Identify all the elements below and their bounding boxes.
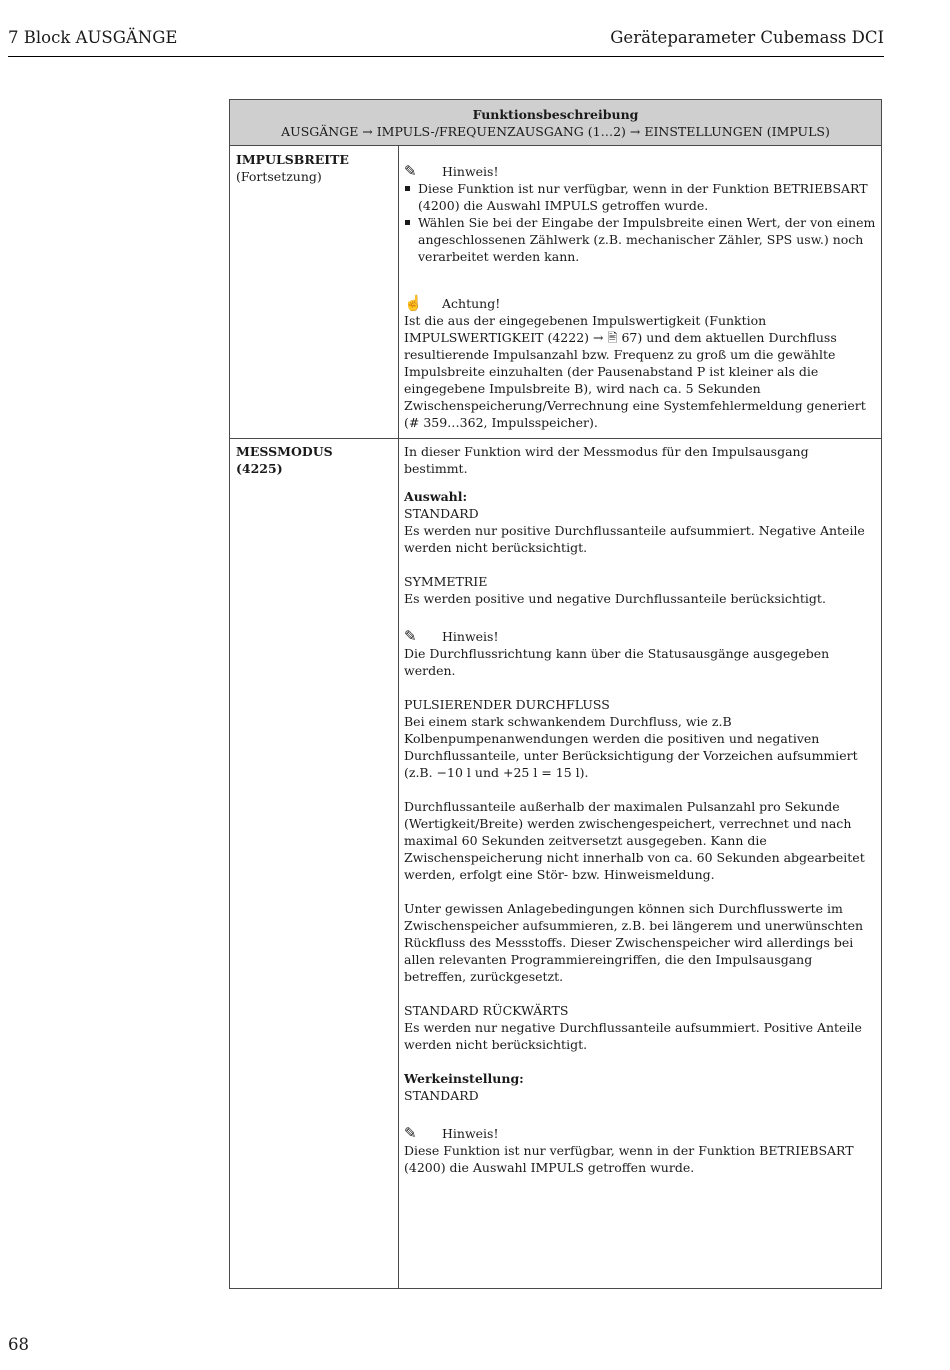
option-rueckwaerts-name: STANDARD RÜCKWÄRTS (404, 1003, 569, 1018)
row2-note-title: Hinweis! (442, 629, 499, 644)
row2-final-note-heading (404, 1125, 876, 1142)
option-pulsierend-name: PULSIERENDER DURCHFLUSS (404, 697, 610, 712)
selection-heading: Auswahl: (404, 489, 468, 504)
list-item: Diese Funktion ist nur verfügbar, wenn in der Funktion BETRIEBSART (4200) die Auswahl IMPULS getroffen wurde. (404, 180, 876, 214)
row2-intro: In dieser Funktion wird der Messmodus für den Impulsausgang bestimmt. (404, 444, 809, 476)
row1-caution-text: Ist die aus der eingegebenen Impulswertigkeit (Funktion IMPULSWERTIGKEIT (4222) → 🖹 67) und dem aktuellen Durchfluss resultierende Impulsanzahl bzw. Frequenz zu groß um die gewählte Impulsbreite einzuhalten (der Pausenabstand P ist kleiner als die eingegebene Impulsbreite B), wird nach ca. 5 Sekunden Zwischenspeicherung/Verrechnung eine Systemfehlermeldung generiert (# 359…362, Impulsspeicher). (404, 313, 866, 430)
row2-note-text: Die Durchflussrichtung kann über die Statusausgänge ausgegeben werden. (404, 646, 830, 678)
option-symmetrie-name: SYMMETRIE (404, 574, 488, 589)
option-pulsierend-text: Bei einem stark schwankendem Durchfluss, wie z.B Kolbenpumpenanwendungen werden die positiven und negativen Durchflussanteile, unter Berücksichtigung der Vorzeichen aufsummiert (z.B. −10 l und +25 l = 15 l). (404, 714, 858, 780)
option-rueckwaerts-text: Es werden nur negative Durchflussanteile aufsummiert. Positive Anteile werden nicht berücksichtigt. (404, 1020, 862, 1052)
row1-caution-heading (404, 295, 876, 312)
table-header-title: Funktionsbeschreibung (472, 107, 639, 122)
factory-setting-heading: Werkeinstellung: (404, 1071, 524, 1086)
option-pulsierend-para2: Durchflussanteile außerhalb der maximalen Pulsanzahl pro Sekunde (Wertigkeit/Breite) werden zwischengespeichert, verrechnet und nach maximal 60 Sekunden zeitversetzt ausgegeben. Kann die Zwischenspeicherung nicht innerhalb von ca. 60 Sekunden abgearbeitet werden, erfolgt eine Stör- bzw. Hinweismeldung. (404, 799, 865, 882)
pencil-note-icon: ✎ (404, 1124, 417, 1142)
row2-final-note-text: Diese Funktion ist nur verfügbar, wenn in der Funktion BETRIEBSART (4200) die Auswahl IMPULS getroffen wurde. (404, 1143, 854, 1175)
function-table (229, 99, 882, 1289)
row2-label (236, 443, 333, 477)
row1-function-name: IMPULSBREITE (236, 152, 349, 167)
header-chapter: 7 Block AUSGÄNGE (8, 28, 178, 47)
row1-sublabel: (Fortsetzung) (236, 169, 322, 184)
option-standard-name: STANDARD (404, 506, 479, 521)
table-header-path: AUSGÄNGE → IMPULS-/FREQUENZAUSGANG (1…2) → EINSTELLUNGEN (IMPULS) (281, 124, 830, 139)
header-rule (8, 56, 884, 57)
row2-function-code: (4225) (236, 461, 283, 476)
list-item: Wählen Sie bei der Eingabe der Impulsbreite einen Wert, der von einem angeschlossenen Zählwerk (z.B. mechanischer Zähler, SPS usw.) noch verarbeitet werden kann. (404, 214, 876, 265)
row1-note-title: Hinweis! (442, 164, 499, 179)
option-pulsierend-para3: Unter gewissen Anlagebedingungen können sich Durchflusswerte im Zwischenspeicher aufsummieren, z.B. bei längerem und unerwünschten Rückfluss des Messstoffs. Dieser Zwischenspeicher wird allerdings bei allen relevanten Programmiereingriffen, die den Impulsausgang betreffen, zurückgesetzt. (404, 901, 864, 984)
row2-note-heading (404, 628, 876, 645)
row2-final-note-title: Hinweis! (442, 1126, 499, 1141)
hand-caution-icon: ☝ (404, 294, 423, 312)
header-title: Geräteparameter Cubemass DCI (610, 28, 884, 47)
pencil-note-icon: ✎ (404, 162, 417, 180)
column-divider (398, 146, 399, 1288)
row2-description (404, 443, 876, 1176)
option-symmetrie-text: Es werden positive und negative Durchflussanteile berücksichtigt. (404, 591, 826, 606)
row1-caution-title: Achtung! (442, 296, 501, 311)
factory-setting-value: STANDARD (404, 1088, 479, 1103)
row1-note-heading (404, 163, 876, 180)
row1-label (236, 151, 349, 185)
page-number: 68 (8, 1335, 29, 1354)
option-standard-text: Es werden nur positive Durchflussanteile aufsummiert. Negative Anteile werden nicht berücksichtigt. (404, 523, 865, 555)
row-divider (230, 438, 881, 439)
row1-description (404, 163, 876, 431)
row2-function-name: MESSMODUS (236, 444, 333, 459)
table-header (230, 100, 881, 146)
row1-note-bullets (404, 180, 876, 265)
pencil-note-icon: ✎ (404, 627, 417, 645)
